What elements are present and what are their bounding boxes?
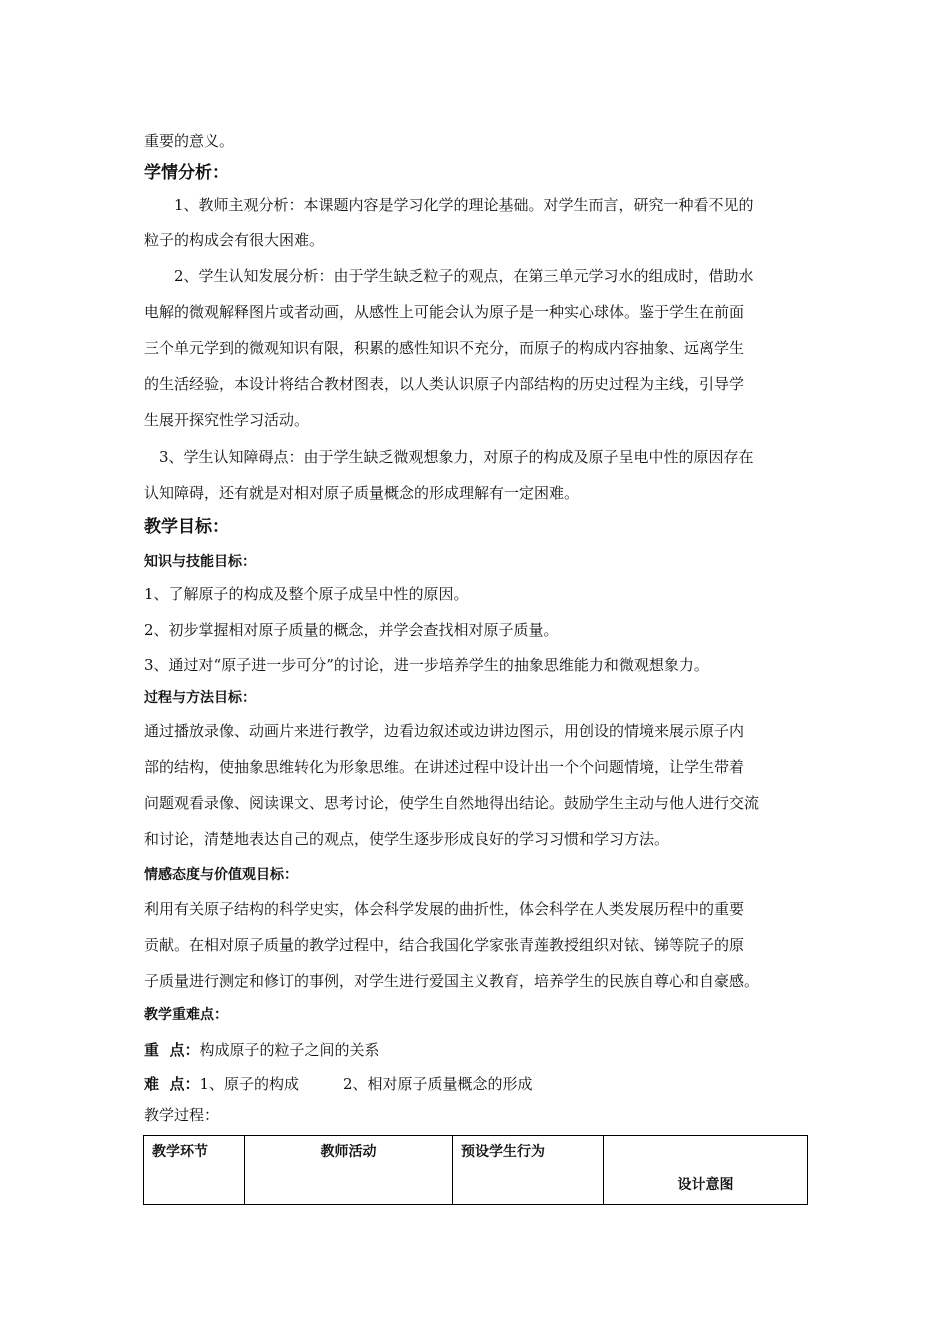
keypoints-heading: 教学重难点： bbox=[144, 1007, 228, 1023]
knowledge-item-3: 3、通过对“原子进一步可分”的讨论，进一步培养学生的抽象思维能力和微观想象力。 bbox=[144, 656, 709, 674]
intro-tail: 重要的意义。 bbox=[144, 132, 235, 150]
analysis-p2-line5: 生展开探究性学习活动。 bbox=[144, 411, 310, 429]
header-student-behavior: 预设学生行为 bbox=[453, 1136, 604, 1205]
focus-row bbox=[144, 1040, 379, 1060]
difficult-item-2: 2、相对原子质量概念的形成 bbox=[343, 1075, 533, 1093]
header-design-intent: 设计意图 bbox=[604, 1136, 808, 1205]
process-line-3: 问题观看录像、阅读课文、思考讨论，使学生自然地得出结论。鼓励学生主动与他人进行交流 bbox=[144, 794, 760, 812]
analysis-p2-line4: 的生活经验，本设计将结合教材图表，以人类认识原子内部结构的历史过程为主线，引导学 bbox=[144, 375, 745, 393]
analysis-p2-line2: 电解的微观解释图片或者动画，从感性上可能会认为原子是一种实心球体。鉴于学生在前面 bbox=[144, 303, 745, 321]
emotion-heading: 情感态度与价值观目标： bbox=[144, 867, 298, 883]
emotion-line-1: 利用有关原子结构的科学史实，体会科学发展的曲折性，体会科学在人类发展历程中的重要 bbox=[144, 900, 745, 918]
analysis-p3-line1: 3、学生认知障碍点：由于学生缺乏微观想象力，对原子的构成及原子呈电中性的原因存在 bbox=[159, 448, 754, 466]
process-label: 教学过程： bbox=[144, 1106, 220, 1124]
knowledge-heading: 知识与技能目标： bbox=[144, 554, 256, 570]
goals-heading: 教学目标： bbox=[144, 517, 229, 537]
emotion-line-2: 贡献。在相对原子质量的教学过程中，结合我国化学家张青莲教授组织对铱、锑等院子的原 bbox=[144, 936, 745, 954]
knowledge-item-2: 2、初步掌握相对原子质量的概念，并学会查找相对原子质量。 bbox=[144, 621, 559, 639]
analysis-p1-line1: 1、教师主观分析：本课题内容是学习化学的理论基础。对学生而言，研究一种看不见的 bbox=[174, 196, 754, 214]
table-header-row bbox=[144, 1136, 808, 1205]
difficult-row bbox=[144, 1074, 533, 1094]
process-heading: 过程与方法目标： bbox=[144, 690, 256, 706]
teaching-process-table bbox=[143, 1135, 808, 1205]
difficult-label: 难 点： bbox=[144, 1075, 200, 1093]
focus-label: 重 点： bbox=[144, 1041, 200, 1059]
process-line-2: 部的结构，使抽象思维转化为形象思维。在讲述过程中设计出一个个问题情境，让学生带着 bbox=[144, 758, 745, 776]
analysis-p3-line2: 认知障碍，还有就是对相对原子质量概念的形成理解有一定困难。 bbox=[144, 484, 580, 502]
process-line-1: 通过播放录像、动画片来进行教学，边看边叙述或边讲边图示，用创设的情境来展示原子内 bbox=[144, 722, 745, 740]
difficult-item-1: 1、原子的构成 bbox=[199, 1075, 299, 1093]
header-teacher-activity: 教师活动 bbox=[245, 1136, 453, 1205]
analysis-heading: 学情分析： bbox=[144, 163, 229, 183]
focus-text: 构成原子的粒子之间的关系 bbox=[199, 1041, 380, 1059]
header-teaching-stage: 教学环节 bbox=[144, 1136, 245, 1205]
analysis-p1-line2: 粒子的构成会有很大困难。 bbox=[144, 231, 325, 249]
analysis-p2-line3: 三个单元学到的微观知识有限，积累的感性知识不充分，而原子的构成内容抽象、远离学生 bbox=[144, 339, 745, 357]
process-line-4: 和讨论，清楚地表达自己的观点，使学生逐步形成良好的学习习惯和学习方法。 bbox=[144, 830, 670, 848]
knowledge-item-1: 1、了解原子的构成及整个原子成呈中性的原因。 bbox=[144, 585, 469, 603]
emotion-line-3: 子质量进行测定和修订的事例，对学生进行爱国主义教育，培养学生的民族自尊心和自豪感。 bbox=[144, 972, 760, 990]
analysis-p2-line1: 2、学生认知发展分析：由于学生缺乏粒子的观点，在第三单元学习水的组成时，借助水 bbox=[174, 267, 754, 285]
